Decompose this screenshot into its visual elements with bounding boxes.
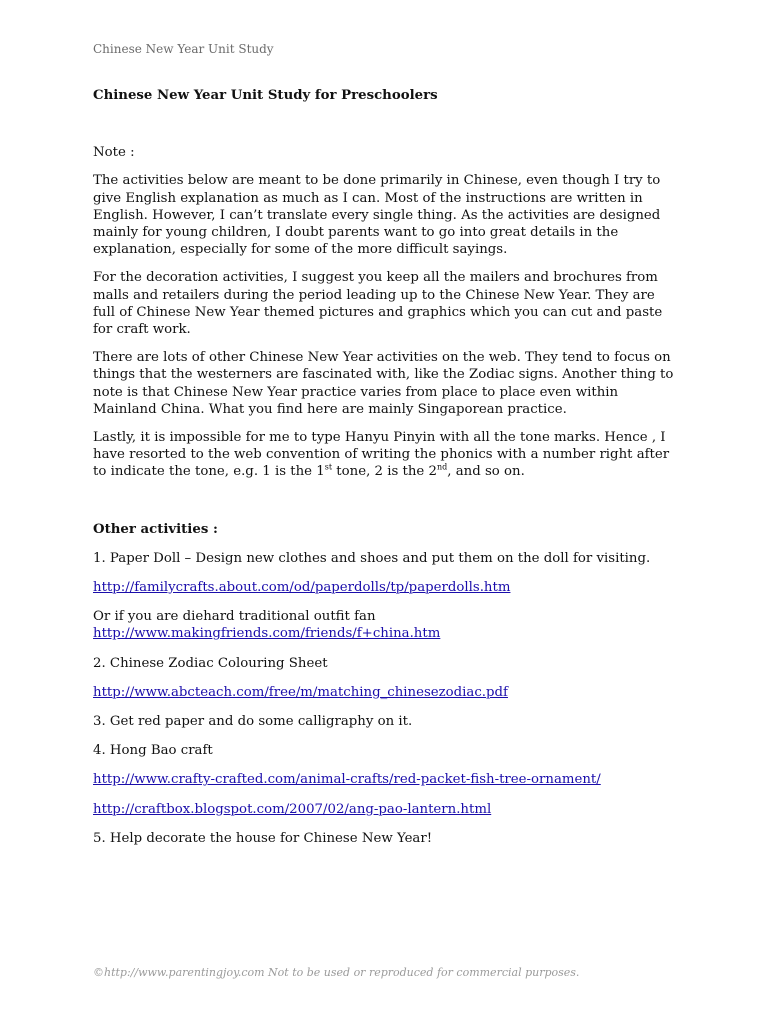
note-label: Note : bbox=[93, 145, 135, 161]
pinyin-text-mid: tone, 2 is the 2 bbox=[332, 464, 437, 480]
link-paperdolls[interactable]: http://familycrafts.about.com/od/paperdolls/tp/paperdolls.htm bbox=[93, 580, 511, 596]
pinyin-text-start: Lastly, it is impossible for me to type Hanyu Pinyin with all the tone marks. Hence , I have resorted to the web convention of writing the phonics with a number right after to indicate the tone, e.g. 1 is the 1 bbox=[93, 430, 670, 480]
activity-paper-doll: 1. Paper Doll – Design new clothes and shoes and put them on the doll for visiting. bbox=[93, 550, 651, 566]
paragraph-web-activities: There are lots of other Chinese New Year activities on the web. They tend to focus on things that the westerners are fascinated with, like the Zodiac signs. Another thing to note is that Chinese New Year practice varies from place to place even within Mainland China. What you find here are mainly Singaporean practice. bbox=[93, 350, 674, 417]
traditional-outfit-text: Or if you are diehard traditional outfit fan bbox=[93, 609, 376, 625]
activity-zodiac: 2. Chinese Zodiac Colouring Sheet bbox=[93, 655, 328, 671]
link-abcteach-zodiac[interactable]: http://www.abcteach.com/free/m/matching_chinesezodiac.pdf bbox=[93, 684, 508, 700]
activity-calligraphy: 3. Get red paper and do some calligraphy on it. bbox=[93, 714, 413, 730]
paragraph-intro: The activities below are meant to be done primarily in Chinese, even though I try to give English explanation as much as I can. Most of the instructions are written in English. However, I can’t translate every single thing. As the activities are designed mainly for young children, I doubt parents want to go into great details in the explanation, especially for some of the more difficult sayings. bbox=[93, 173, 661, 258]
other-activities-heading: Other activities : bbox=[93, 521, 218, 537]
paragraph-decoration: For the decoration activities, I suggest you keep all the mailers and brochures from malls and retailers during the period leading up to the Chinese New Year. They are full of Chinese New Year themed pictures and graphics which you can cut and paste for craft work. bbox=[93, 270, 663, 338]
activity-hong-bao: 4. Hong Bao craft bbox=[93, 743, 213, 759]
pinyin-text-end: , and so on. bbox=[447, 464, 525, 480]
superscript-st: st bbox=[324, 463, 333, 473]
activity-decorate-house: 5. Help decorate the house for Chinese New Year! bbox=[93, 830, 433, 846]
link-craftbox-lantern[interactable]: http://craftbox.blogspot.com/2007/02/ang-pao-lantern.html bbox=[93, 801, 492, 817]
document-title: Chinese New Year Unit Study for Preschoolers bbox=[93, 88, 438, 103]
copyright-footer: ©http://www.parentingjoy.com Not to be used or reproduced for commercial purposes. bbox=[93, 966, 580, 979]
link-crafty-crafted[interactable]: http://www.crafty-crafted.com/animal-crafts/red-packet-fish-tree-ornament/ bbox=[93, 772, 601, 788]
running-header: Chinese New Year Unit Study bbox=[93, 42, 274, 56]
paragraph-pinyin bbox=[93, 429, 678, 481]
link-makingfriends[interactable]: http://www.makingfriends.com/friends/f+china.htm bbox=[93, 626, 441, 642]
superscript-nd: nd bbox=[436, 463, 448, 473]
document-body bbox=[93, 87, 678, 847]
